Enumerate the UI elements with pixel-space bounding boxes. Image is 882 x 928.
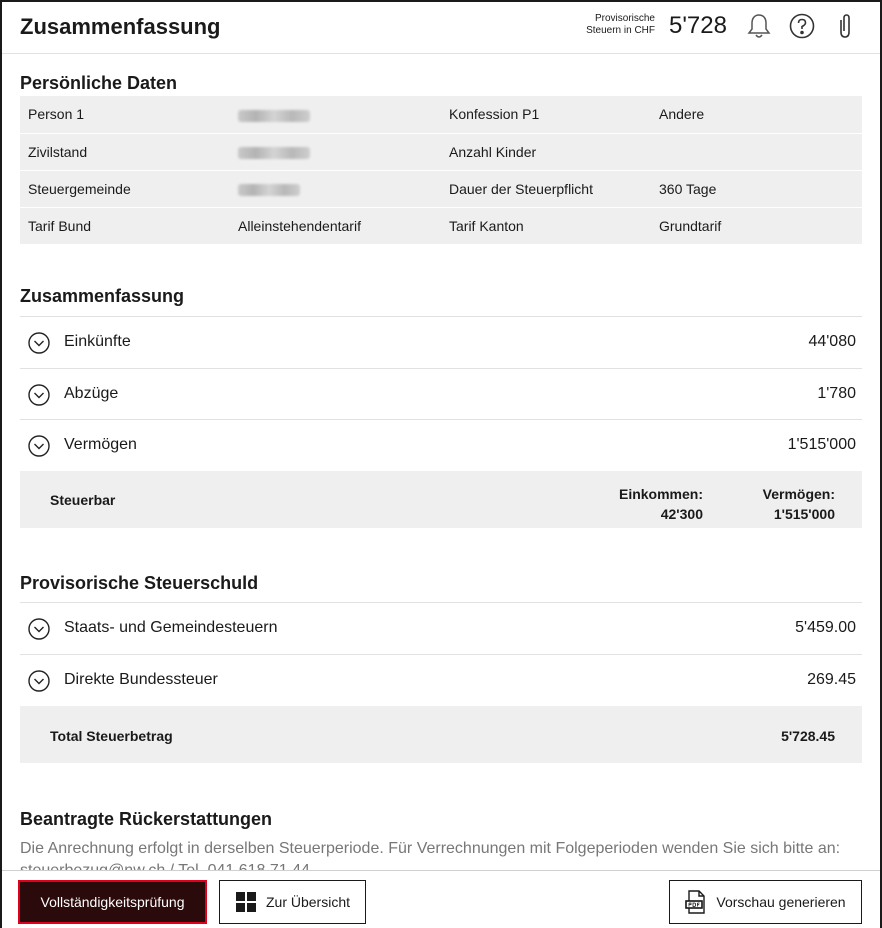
- main-content: [2, 55, 880, 870]
- taxable-income: [619, 484, 703, 524]
- taxable-box: [20, 471, 862, 528]
- refunds-title: Beantragte Rückerstattungen: [20, 809, 273, 829]
- row-value: 1'780: [817, 384, 856, 402]
- row-value: 5'459.00: [795, 619, 856, 636]
- taxable-assets-label: Vermögen:: [762, 486, 835, 502]
- row-value: 1'515'000: [787, 436, 856, 453]
- table-row: [20, 170, 862, 207]
- button-label: Vollständigkeitsprüfung: [40, 894, 185, 910]
- chevron-down-icon[interactable]: [28, 670, 50, 692]
- table-row: [20, 207, 862, 244]
- label-cell: Anzahl Kinder: [441, 133, 651, 170]
- chevron-down-icon[interactable]: [28, 435, 50, 457]
- value-cell: 360 Tage: [651, 170, 862, 207]
- value-cell: Andere: [651, 96, 862, 133]
- table-row: [20, 96, 862, 133]
- header: [2, 2, 880, 54]
- provisional-label-line2: Steuern in CHF: [586, 25, 655, 36]
- label-cell: Zivilstand: [20, 133, 230, 170]
- label-cell: Tarif Kanton: [441, 207, 651, 244]
- button-label: Zur Übersicht: [265, 894, 351, 910]
- taxable-income-label: Einkommen:: [618, 486, 703, 502]
- total-label: Total Steuerbetrag: [50, 728, 173, 744]
- label-cell: Konfession P1: [441, 96, 651, 133]
- personal-data-title: Persönliche Daten: [20, 73, 178, 93]
- table-row: [20, 133, 862, 170]
- overview-button[interactable]: [219, 880, 366, 924]
- provisional-tax-amount: 5'728: [669, 12, 727, 39]
- total-box: [20, 706, 862, 763]
- grid-icon: [235, 891, 257, 913]
- generate-preview-button[interactable]: [669, 880, 862, 924]
- redacted-blur: [238, 147, 310, 159]
- summary-row-income[interactable]: [20, 316, 862, 368]
- provisional-label-line1: Provisorische: [594, 13, 655, 24]
- label-cell: Tarif Bund: [20, 207, 230, 244]
- value-cell: [651, 133, 862, 170]
- taxable-income-value: 42'300: [660, 506, 703, 522]
- summary-list: [20, 316, 862, 471]
- value-cell: Grundtarif: [651, 207, 862, 244]
- total-value: 5'728.45: [781, 728, 835, 744]
- page-title: Zusammenfassung: [20, 14, 221, 39]
- chevron-down-icon[interactable]: [28, 332, 50, 354]
- label-cell: Dauer der Steuerpflicht: [441, 170, 651, 207]
- redacted-value: [230, 96, 441, 133]
- bell-icon[interactable]: [746, 12, 772, 40]
- help-icon[interactable]: [788, 12, 814, 40]
- debt-row-federal[interactable]: [20, 654, 862, 706]
- provisional-tax-label: [586, 13, 655, 37]
- taxable-label: Steuerbar: [50, 492, 116, 508]
- pdf-icon: [685, 890, 707, 914]
- taxable-assets: [763, 484, 835, 524]
- row-label: Abzüge: [64, 384, 119, 402]
- chevron-down-icon[interactable]: [28, 618, 50, 640]
- row-label: Direkte Bundessteuer: [64, 670, 218, 688]
- value-cell: Alleinstehendentarif: [230, 207, 441, 244]
- button-label: Vorschau generieren: [716, 894, 846, 910]
- summary-row-deductions[interactable]: [20, 368, 862, 420]
- label-cell: Person 1: [20, 96, 230, 133]
- completeness-check-button[interactable]: [18, 880, 207, 924]
- tax-debt-title: Provisorische Steuerschuld: [20, 573, 259, 593]
- redacted-blur: [238, 110, 310, 122]
- label-cell: Steuergemeinde: [20, 170, 230, 207]
- row-label: Vermögen: [64, 436, 137, 453]
- personal-data-table: [20, 96, 862, 245]
- chevron-down-icon[interactable]: [28, 384, 50, 406]
- row-label: Einkünfte: [64, 333, 131, 350]
- redacted-value: [230, 133, 441, 170]
- row-value: 269.45: [807, 670, 856, 688]
- footer-bar: [2, 870, 880, 928]
- paperclip-icon[interactable]: [832, 12, 858, 40]
- refunds-note: Die Anrechnung erfolgt in derselben Steuerperiode. Für Verrechnungen mit Folgeperioden wenden Sie sich bitte an:: [20, 840, 841, 857]
- summary-row-assets[interactable]: [20, 419, 862, 471]
- redacted-value: [230, 170, 441, 207]
- row-label: Staats- und Gemeindesteuern: [64, 619, 278, 636]
- summary-title: Zusammenfassung: [20, 286, 185, 306]
- row-value: 44'080: [808, 333, 856, 350]
- tax-debt-list: [20, 602, 862, 705]
- debt-row-state-municipal[interactable]: [20, 602, 862, 654]
- taxable-assets-value: 1'515'000: [773, 506, 835, 522]
- redacted-blur: [238, 184, 300, 196]
